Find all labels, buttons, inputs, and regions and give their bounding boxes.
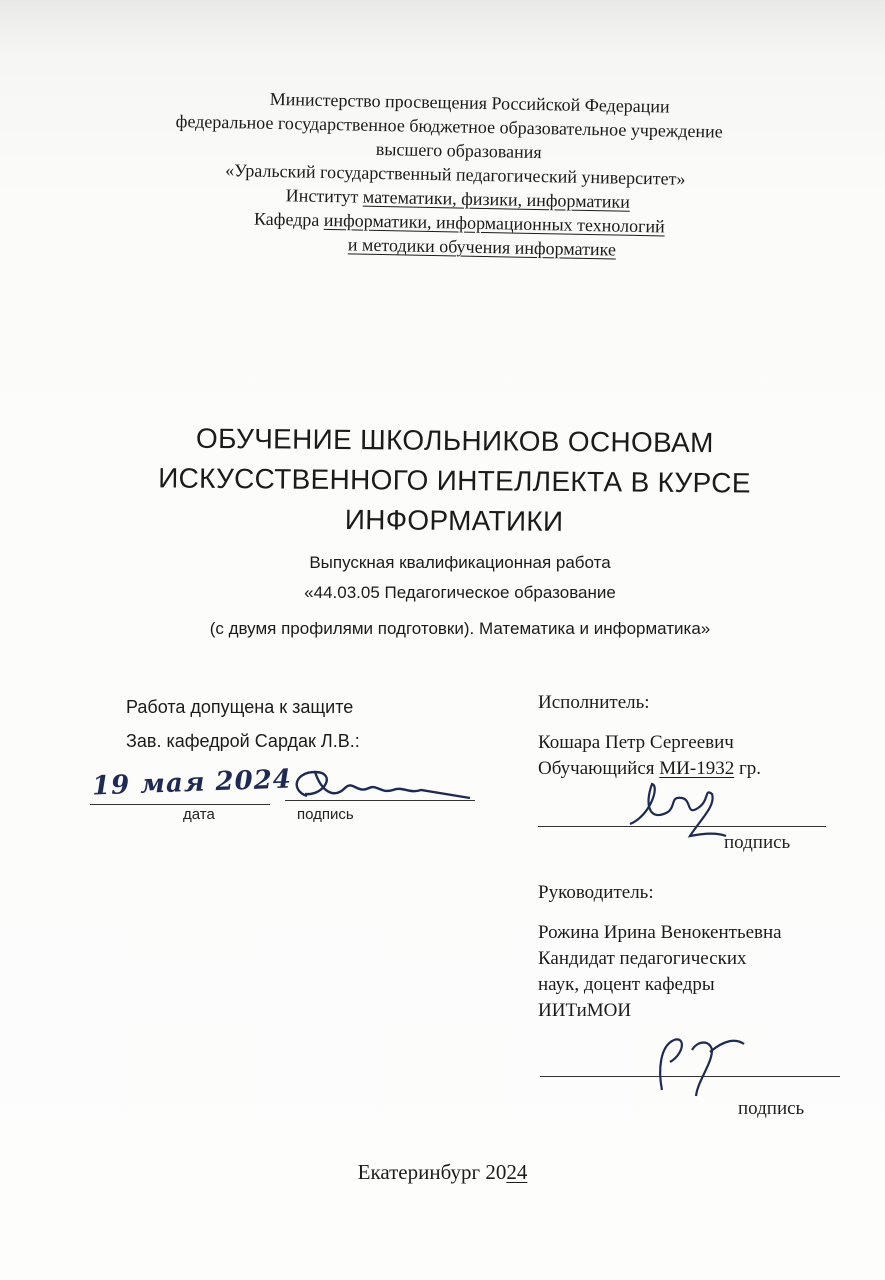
head-signature-caption: подпись	[297, 806, 354, 823]
thesis-subtitle	[110, 548, 810, 644]
program-code: «44.03.05 Педагогическое образование	[304, 583, 616, 602]
approval-block	[126, 690, 476, 758]
date-caption: дата	[183, 806, 215, 823]
title-line-3: ИНФОРМАТИКИ	[344, 504, 564, 537]
supervisor-title-1: Кандидат педагогических	[538, 948, 747, 969]
education-level-line: высшего образования	[375, 138, 542, 163]
thesis-title	[109, 418, 800, 544]
institution-header	[117, 84, 780, 265]
supervisor-signature	[640, 1030, 750, 1100]
date-line	[90, 804, 270, 805]
institute-name: математики, физики, информатики	[362, 186, 631, 212]
title-line-2: ИСКУССТВЕННОГО ИНТЕЛЛЕКТА В КУРСЕ	[158, 462, 751, 499]
year-suffix: 24	[506, 1160, 528, 1184]
title-line-1: ОБУЧЕНИЕ ШКОЛЬНИКОВ ОСНОВАМ	[195, 422, 714, 459]
supervisor-name: Рожина Ирина Венокентьевна	[538, 922, 782, 943]
group-number: МИ-1932	[659, 758, 735, 779]
city-year-prefix: Екатеринбург 20	[357, 1160, 507, 1184]
handwritten-date: 19 мая 2024	[91, 764, 293, 802]
department-name-part2: и методики обучения информатике	[347, 234, 617, 260]
supervisor-signature-caption: подпись	[738, 1098, 805, 1119]
approval-text: Работа допущена к защите	[126, 697, 354, 717]
university-name-line: «Уральский государственный педагогический университет»	[224, 160, 686, 189]
group-suffix: гр.	[738, 758, 761, 779]
work-type: Выпускная квалификационная работа	[309, 553, 611, 572]
executor-label: Исполнитель:	[538, 692, 650, 713]
executor-name: Кошара Петр Сергеевич	[538, 732, 734, 753]
department-prefix: Кафедра	[253, 208, 320, 230]
ministry-line: Министерство просвещения Российской Федерации	[269, 88, 670, 117]
city-year	[0, 1160, 885, 1185]
supervisor-label: Руководитель:	[538, 882, 654, 903]
head-of-department: Зав. кафедрой Сардак Л.В.:	[126, 731, 360, 751]
institution-type-line: федеральное государственное бюджетное образовательное учреждение	[175, 111, 723, 142]
executor-signature-caption: подпись	[724, 832, 791, 853]
program-profiles: (с двумя профилями подготовки). Математика и информатика»	[209, 619, 711, 638]
executor-block	[538, 690, 858, 782]
supervisor-block	[538, 880, 858, 1024]
institute-prefix: Институт	[285, 185, 359, 207]
supervisor-title-2: наук, доцент кафедры	[538, 974, 715, 995]
executor-signature	[620, 776, 730, 846]
student-prefix: Обучающийся	[538, 758, 655, 779]
supervisor-title-3: ИИТиМОИ	[538, 1000, 632, 1021]
department-name-part1: информатики, информационных технологий	[323, 209, 665, 237]
